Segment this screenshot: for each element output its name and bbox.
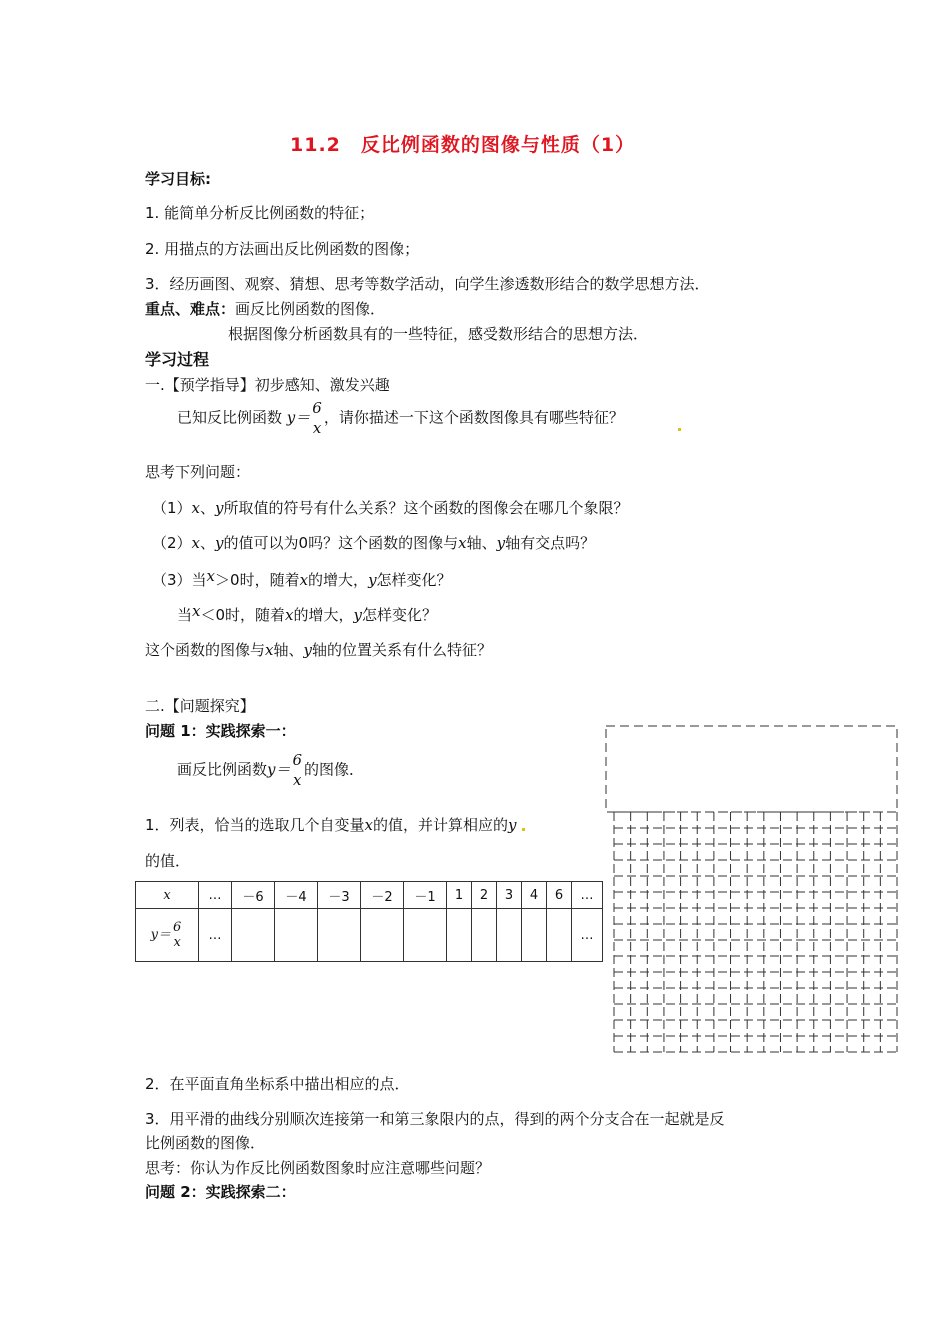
q2-zero: 0 bbox=[298, 534, 309, 552]
section1-intro bbox=[177, 398, 624, 438]
key-points-line bbox=[145, 298, 385, 319]
section2-heading: 二.【问题探究】 bbox=[145, 697, 255, 715]
think-question: 思考：你认为作反比例函数图象时应注意哪些问题？ bbox=[145, 1159, 491, 1177]
q3a-x2: x bbox=[299, 571, 309, 589]
table-cell bbox=[318, 909, 361, 962]
last-question bbox=[145, 639, 492, 660]
value-table bbox=[135, 881, 603, 962]
draw-before: 画反比例函数 bbox=[177, 760, 268, 779]
draw-fraction bbox=[293, 750, 303, 790]
table-cell: … bbox=[199, 909, 232, 962]
q2-t4: 轴有交点吗？ bbox=[505, 534, 596, 552]
table-cell: 3 bbox=[497, 882, 522, 909]
table-cell bbox=[232, 909, 275, 962]
section1-heading: 一.【预学指导】初步感知、激发兴趣 bbox=[145, 376, 390, 394]
numerator: 6 bbox=[312, 399, 322, 417]
y-label: y＝ bbox=[150, 927, 172, 943]
table-cell-y-label bbox=[136, 909, 199, 962]
q3b-t1: 时，随着 bbox=[225, 606, 286, 624]
q1-y: y bbox=[215, 499, 224, 517]
question-1 bbox=[152, 497, 629, 518]
key-points-text-1: 画反比例函数的图像． bbox=[235, 300, 386, 318]
q3a-cond: ＞0 bbox=[215, 571, 240, 589]
q3b-prefix: 当 bbox=[177, 606, 193, 624]
table-cell: … bbox=[572, 882, 603, 909]
key-points-text-2: 根据图像分析函数具有的一些特征，感受数形结合的思想方法． bbox=[228, 325, 649, 343]
stray-mark-2 bbox=[522, 828, 525, 831]
q3a-t3: 怎样变化？ bbox=[376, 571, 452, 589]
table-cell: －3 bbox=[318, 882, 361, 909]
step1-a: 1．列表，恰当的选取几个自变量 bbox=[145, 816, 365, 834]
last-x: x bbox=[265, 641, 274, 659]
step-2: 2．在平面直角坐标系中描出相应的点． bbox=[145, 1075, 410, 1093]
table-cell: －1 bbox=[404, 882, 447, 909]
q2-x2: x bbox=[458, 534, 467, 552]
step-1 bbox=[145, 814, 517, 835]
q2-t3: 轴、 bbox=[466, 534, 497, 552]
draw-denominator: x bbox=[293, 771, 302, 789]
think-label: 思考下列问题： bbox=[145, 463, 251, 481]
question-3a bbox=[152, 567, 452, 590]
q3b-cond: ＜0 bbox=[200, 606, 226, 624]
last-y: y bbox=[303, 641, 312, 659]
table-row-y bbox=[136, 909, 603, 962]
q3b-t2: 的增大， bbox=[293, 606, 354, 624]
draw-numerator: 6 bbox=[292, 751, 303, 769]
goal-item-3: 3．经历画图、观察、猜想、思考等数学活动，向学生渗透数形结合的数学思想方法． bbox=[145, 275, 710, 293]
table-cell bbox=[404, 909, 447, 962]
goal-item-1: 1. 能简单分析反比例函数的特征； bbox=[145, 204, 375, 222]
intro-after: ，请你描述一下这个函数图像具有哪些特征？ bbox=[323, 408, 624, 427]
q3b-t3: 怎样变化？ bbox=[362, 606, 438, 624]
y-num: 6 bbox=[173, 920, 182, 935]
table-cell: －6 bbox=[232, 882, 275, 909]
last-t1: 这个函数的图像与 bbox=[145, 641, 266, 659]
problem-2-heading: 问题 2：实践探索二： bbox=[145, 1183, 296, 1201]
goal-item-2: 2. 用描点的方法画出反比例函数的图像； bbox=[145, 240, 420, 258]
table-cell: －4 bbox=[275, 882, 318, 909]
process-heading: 学习过程 bbox=[145, 350, 210, 369]
draw-after: 的图像． bbox=[304, 760, 365, 779]
draw-y-equals: y＝ bbox=[267, 760, 291, 779]
q2-prefix: （2） bbox=[152, 534, 192, 552]
denominator: x bbox=[312, 419, 322, 437]
table-cell bbox=[275, 909, 318, 962]
table-cell: 4 bbox=[522, 882, 547, 909]
table-cell bbox=[472, 909, 497, 962]
key-points-label: 重点、难点： bbox=[145, 300, 236, 318]
y-fraction bbox=[173, 920, 181, 950]
question-2 bbox=[152, 532, 595, 553]
intro-before: 已知反比例函数 bbox=[177, 408, 283, 427]
table-row-x bbox=[136, 882, 603, 909]
q3b-x2: x bbox=[285, 606, 294, 624]
q2-sep: 、 bbox=[200, 534, 216, 552]
table-cell: 6 bbox=[547, 882, 572, 909]
table-cell bbox=[361, 909, 404, 962]
step-3-line-1: 3．用平滑的曲线分别顺次连接第一和第三象限内的点，得到的两个分支合在一起就是反 bbox=[145, 1110, 725, 1128]
q3a-x: x bbox=[206, 567, 216, 585]
q2-x: x bbox=[191, 534, 201, 552]
q3b-y: y bbox=[353, 606, 363, 624]
problem-1-heading: 问题 1：实践探索一： bbox=[145, 722, 296, 740]
last-t3: 轴的位置关系有什么特征？ bbox=[311, 641, 492, 659]
q3a-prefix: （3）当 bbox=[152, 571, 207, 589]
q1-sep: 、 bbox=[200, 499, 216, 517]
q2-t1: 的值可以为 bbox=[223, 534, 299, 552]
table-cell: … bbox=[572, 909, 603, 962]
q1-prefix: （1） bbox=[152, 499, 192, 517]
table-cell: 1 bbox=[447, 882, 472, 909]
y-equals: y＝ bbox=[286, 408, 311, 427]
table-cell: x bbox=[136, 882, 199, 909]
last-t2: 轴、 bbox=[273, 641, 304, 659]
table-cell: －2 bbox=[361, 882, 404, 909]
q1-x: x bbox=[191, 499, 201, 517]
grid-top-box bbox=[606, 726, 897, 812]
fraction-6-over-x bbox=[312, 398, 322, 438]
step1-x: x bbox=[364, 816, 374, 834]
q3a-t2: 的增大， bbox=[308, 571, 369, 589]
y-den: x bbox=[173, 935, 181, 950]
stray-mark bbox=[678, 428, 681, 431]
table-cell bbox=[497, 909, 522, 962]
table-cell bbox=[447, 909, 472, 962]
q2-y: y bbox=[215, 534, 224, 552]
table-cell bbox=[547, 909, 572, 962]
table-cell: … bbox=[199, 882, 232, 909]
page-title: 11.2 反比例函数的图像与性质（1） bbox=[290, 134, 636, 156]
goals-heading: 学习目标: bbox=[145, 170, 211, 188]
draw-instruction bbox=[177, 750, 364, 790]
q2-t2: 吗？这个函数的图像与 bbox=[308, 534, 459, 552]
q3a-t1: 时，随着 bbox=[239, 571, 300, 589]
step1-y: y bbox=[508, 816, 517, 834]
step1-b: 的值，并计算相应的 bbox=[373, 816, 509, 834]
q1-text: 所取值的符号有什么关系？这个函数的图像会在哪几个象限？ bbox=[223, 499, 629, 517]
q3a-y: y bbox=[368, 571, 377, 589]
graph-grid bbox=[600, 720, 905, 1060]
q3b-x: x bbox=[192, 602, 201, 620]
question-3b bbox=[177, 602, 437, 625]
q2-y2: y bbox=[496, 534, 506, 552]
table-cell: 2 bbox=[472, 882, 497, 909]
table-cell bbox=[522, 909, 547, 962]
step-3-line-2: 比例函数的图像． bbox=[145, 1134, 266, 1152]
step-1-end: 的值． bbox=[145, 852, 191, 870]
